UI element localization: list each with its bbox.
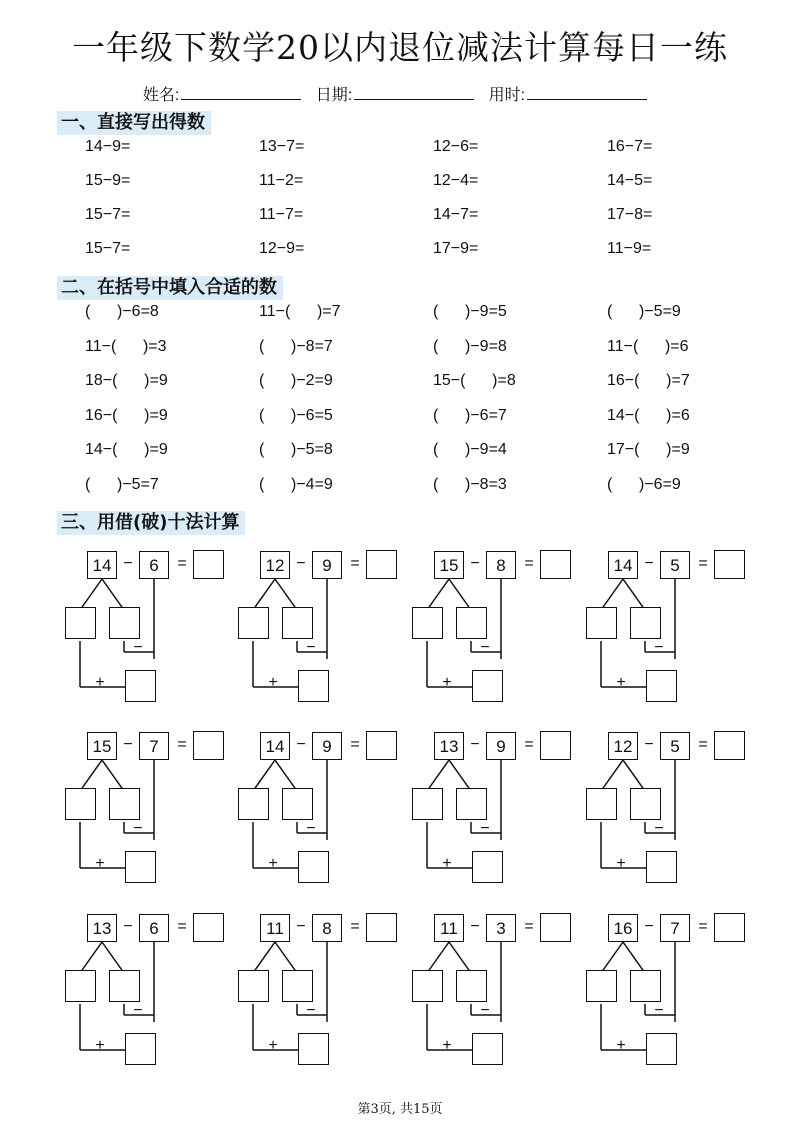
- borrow-ten-diagram: [260, 549, 420, 699]
- connector-line: [80, 760, 102, 791]
- minus-sign: −: [296, 918, 306, 935]
- minus-sign: −: [123, 736, 133, 753]
- section2-problem: ( )−4=9: [259, 475, 333, 493]
- section2-problem: 16−( )=7: [607, 372, 690, 389]
- minus-sign: −: [306, 1002, 316, 1019]
- minuend-box: 11: [260, 914, 290, 942]
- result-box[interactable]: [646, 670, 677, 702]
- minus-sign: −: [480, 639, 490, 656]
- answer-box[interactable]: [714, 550, 745, 579]
- plus-sign: +: [442, 674, 452, 691]
- split-box-left[interactable]: [238, 970, 269, 1002]
- section2-problem: 16−( )=9: [85, 406, 168, 424]
- split-box-right[interactable]: [282, 788, 313, 820]
- section2-problem: ( )−6=5: [259, 406, 333, 424]
- section2-problem: ( )−9=4: [433, 441, 507, 458]
- minus-sign: −: [306, 820, 316, 837]
- plus-sign: +: [95, 1037, 105, 1054]
- connector-line: [427, 579, 449, 610]
- split-box-left[interactable]: [412, 607, 443, 639]
- answer-box[interactable]: [366, 913, 397, 942]
- split-box-right[interactable]: [456, 970, 487, 1002]
- result-box[interactable]: [125, 670, 156, 702]
- equals-sign: =: [350, 918, 360, 935]
- split-box-left[interactable]: [586, 788, 617, 820]
- subtrahend-box: 8: [486, 551, 516, 579]
- connector-line: [275, 942, 297, 973]
- split-box-right[interactable]: [282, 970, 313, 1002]
- page-footer: 第3页, 共15页: [357, 1102, 443, 1117]
- section2-problem: 11−( )=7: [259, 303, 341, 320]
- borrow-ten-diagram: [434, 730, 594, 880]
- section2-problem: ( )−8=7: [259, 337, 333, 355]
- borrow-ten-diagram: [608, 730, 768, 880]
- split-box-left[interactable]: [65, 970, 96, 1002]
- minuend-box: 13: [434, 732, 464, 760]
- split-box-right[interactable]: [282, 607, 313, 639]
- connector-line: [601, 942, 623, 973]
- section2-problem: ( )−6=8: [85, 303, 159, 320]
- connector-line: [80, 942, 102, 973]
- minuend-box: 16: [608, 914, 638, 942]
- equals-sign: =: [350, 555, 360, 572]
- section2-heading: 二、在括号中填入合适的数: [57, 276, 283, 300]
- plus-sign: +: [442, 1037, 452, 1054]
- section2-problem: ( )−5=9: [607, 303, 681, 320]
- connector-line: [449, 579, 471, 610]
- section2-problem: 17−( )=9: [607, 441, 690, 458]
- minus-sign: −: [296, 736, 306, 753]
- subtrahend-box: 6: [139, 551, 169, 579]
- borrow-ten-diagram: [434, 912, 594, 1062]
- section1-problem: 14−9=: [85, 138, 131, 155]
- answer-box[interactable]: [366, 550, 397, 579]
- subtrahend-box: 9: [312, 732, 342, 760]
- time-blank[interactable]: [527, 85, 647, 100]
- minuend-box: 13: [87, 914, 117, 942]
- split-box-right[interactable]: [109, 970, 140, 1002]
- result-box[interactable]: [125, 851, 156, 883]
- subtrahend-box: 9: [312, 551, 342, 579]
- section2-problem: ( )−6=9: [607, 475, 681, 493]
- section2-problem: ( )−5=8: [259, 441, 333, 458]
- connector-line: [623, 760, 645, 791]
- minus-sign: −: [133, 820, 143, 837]
- section1-heading: 一、直接写出得数: [57, 111, 211, 135]
- connector-line: [253, 579, 275, 610]
- minus-sign: −: [296, 555, 306, 572]
- split-box-right[interactable]: [456, 607, 487, 639]
- section1-problem: 11−2=: [259, 172, 304, 189]
- borrow-ten-diagram: [608, 912, 768, 1062]
- equals-sign: =: [524, 736, 534, 753]
- section1-problem: 17−9=: [433, 240, 479, 257]
- answer-box[interactable]: [193, 913, 224, 942]
- minus-sign: −: [480, 1002, 490, 1019]
- equals-sign: =: [524, 918, 534, 935]
- split-box-left[interactable]: [586, 607, 617, 639]
- connector-line: [601, 579, 623, 610]
- date-label: 日期:: [315, 87, 353, 104]
- connector-line: [102, 942, 124, 973]
- split-box-left[interactable]: [65, 607, 96, 639]
- equals-sign: =: [177, 736, 187, 753]
- section2-problem: ( )−5=7: [85, 475, 159, 493]
- minus-sign: −: [470, 555, 480, 572]
- result-box[interactable]: [298, 670, 329, 702]
- connector-line: [102, 579, 124, 610]
- borrow-ten-diagram: [434, 549, 594, 699]
- section1-problem: 12−4=: [433, 172, 479, 189]
- connector-line: [275, 760, 297, 791]
- minus-sign: −: [470, 918, 480, 935]
- section1-problem: 16−7=: [607, 138, 653, 155]
- subtrahend-box: 7: [660, 914, 690, 942]
- section1-problem: 15−9=: [85, 172, 131, 189]
- subtrahend-box: 9: [486, 732, 516, 760]
- split-box-left[interactable]: [65, 788, 96, 820]
- answer-box[interactable]: [540, 731, 571, 760]
- section1-problem: 17−8=: [607, 206, 653, 223]
- equals-sign: =: [177, 555, 187, 572]
- minuend-box: 12: [608, 732, 638, 760]
- section1-problem: 12−6=: [433, 138, 479, 155]
- minuend-box: 15: [434, 551, 464, 579]
- connector-line: [449, 760, 471, 791]
- split-box-right[interactable]: [109, 788, 140, 820]
- minuend-box: 12: [260, 551, 290, 579]
- subtrahend-box: 5: [660, 551, 690, 579]
- connector-line: [623, 942, 645, 973]
- equals-sign: =: [177, 918, 187, 935]
- split-box-left[interactable]: [586, 970, 617, 1002]
- result-box[interactable]: [646, 1033, 677, 1065]
- plus-sign: +: [268, 855, 278, 872]
- name-label: 姓名:: [142, 87, 180, 104]
- subtrahend-box: 6: [139, 914, 169, 942]
- plus-sign: +: [616, 674, 626, 691]
- time-label: 用时:: [488, 87, 526, 104]
- section1-problem: 15−7=: [85, 240, 131, 257]
- minus-sign: −: [306, 639, 316, 656]
- plus-sign: +: [95, 674, 105, 691]
- section1-problem: 11−9=: [607, 240, 652, 257]
- minus-sign: −: [123, 555, 133, 572]
- minus-sign: −: [654, 639, 664, 656]
- section1-problem: 12−9=: [259, 240, 305, 257]
- borrow-ten-diagram: [608, 549, 768, 699]
- minuend-box: 14: [87, 551, 117, 579]
- connector-line: [601, 760, 623, 791]
- split-box-right[interactable]: [109, 607, 140, 639]
- split-box-left[interactable]: [412, 788, 443, 820]
- split-box-left[interactable]: [412, 970, 443, 1002]
- section2-problem: 18−( )=9: [85, 372, 168, 389]
- section2-problem: 11−( )=3: [85, 337, 167, 355]
- answer-box[interactable]: [714, 913, 745, 942]
- result-box[interactable]: [472, 851, 503, 883]
- plus-sign: +: [616, 1037, 626, 1054]
- minus-sign: −: [470, 736, 480, 753]
- equals-sign: =: [350, 736, 360, 753]
- plus-sign: +: [268, 674, 278, 691]
- borrow-ten-diagram: [260, 730, 420, 880]
- result-box[interactable]: [472, 1033, 503, 1065]
- section2-problem: ( )−2=9: [259, 372, 333, 389]
- minus-sign: −: [123, 918, 133, 935]
- split-box-left[interactable]: [238, 788, 269, 820]
- minuend-box: 11: [434, 914, 464, 942]
- minus-sign: −: [644, 918, 654, 935]
- answer-box[interactable]: [714, 731, 745, 760]
- subtrahend-box: 8: [312, 914, 342, 942]
- borrow-ten-diagram: [260, 912, 420, 1062]
- connector-line: [253, 760, 275, 791]
- result-box[interactable]: [298, 1033, 329, 1065]
- subtrahend-box: 5: [660, 732, 690, 760]
- connector-line: [623, 579, 645, 610]
- section1-problem: 15−7=: [85, 206, 131, 223]
- section2-problem: ( )−9=5: [433, 303, 507, 320]
- plus-sign: +: [268, 1037, 278, 1054]
- minuend-box: 14: [608, 551, 638, 579]
- borrow-ten-diagram: [87, 912, 247, 1062]
- borrow-ten-diagram: [87, 730, 247, 880]
- connector-line: [102, 760, 124, 791]
- section2-problem: ( )−6=7: [433, 406, 507, 424]
- section2-problem: 14−( )=6: [607, 406, 690, 424]
- section1-problem: 11−7=: [259, 206, 304, 223]
- worksheet-title: 一年级下数学20以内退位减法计算每日一练: [72, 28, 728, 67]
- section3-heading: 三、用借(破)十法计算: [57, 511, 245, 535]
- split-box-right[interactable]: [630, 607, 661, 639]
- section1-problem: 13−7=: [259, 138, 305, 155]
- connector-line: [427, 760, 449, 791]
- section2-problem: ( )−8=3: [433, 475, 507, 493]
- plus-sign: +: [616, 855, 626, 872]
- borrow-ten-diagram: [87, 549, 247, 699]
- split-box-left[interactable]: [238, 607, 269, 639]
- minus-sign: −: [644, 736, 654, 753]
- connector-line: [449, 942, 471, 973]
- section2-problem: 14−( )=9: [85, 441, 168, 458]
- student-info-line: [0, 82, 800, 105]
- split-box-right[interactable]: [630, 970, 661, 1002]
- subtrahend-box: 7: [139, 732, 169, 760]
- connector-line: [275, 579, 297, 610]
- answer-box[interactable]: [193, 550, 224, 579]
- minus-sign: −: [654, 820, 664, 837]
- split-box-right[interactable]: [456, 788, 487, 820]
- minuend-box: 14: [260, 732, 290, 760]
- equals-sign: =: [524, 555, 534, 572]
- plus-sign: +: [95, 855, 105, 872]
- minus-sign: −: [133, 1002, 143, 1019]
- result-box[interactable]: [646, 851, 677, 883]
- equals-sign: =: [698, 555, 708, 572]
- section1-problem: 14−7=: [433, 206, 479, 223]
- minus-sign: −: [133, 639, 143, 656]
- equals-sign: =: [698, 736, 708, 753]
- section1-problem: 14−5=: [607, 172, 653, 189]
- plus-sign: +: [442, 855, 452, 872]
- section2-problem: 11−( )=6: [607, 337, 689, 355]
- answer-box[interactable]: [193, 731, 224, 760]
- answer-box[interactable]: [540, 913, 571, 942]
- minus-sign: −: [480, 820, 490, 837]
- date-blank[interactable]: [354, 85, 474, 100]
- section2-problem: ( )−9=8: [433, 337, 507, 355]
- split-box-right[interactable]: [630, 788, 661, 820]
- connector-line: [427, 942, 449, 973]
- result-box[interactable]: [472, 670, 503, 702]
- minuend-box: 15: [87, 732, 117, 760]
- answer-box[interactable]: [540, 550, 571, 579]
- result-box[interactable]: [298, 851, 329, 883]
- subtrahend-box: 3: [486, 914, 516, 942]
- connector-line: [253, 942, 275, 973]
- equals-sign: =: [698, 918, 708, 935]
- result-box[interactable]: [125, 1033, 156, 1065]
- answer-box[interactable]: [366, 731, 397, 760]
- section2-problem: 15−( )=8: [433, 372, 516, 389]
- name-blank[interactable]: [181, 85, 301, 100]
- minus-sign: −: [654, 1002, 664, 1019]
- connector-line: [80, 579, 102, 610]
- minus-sign: −: [644, 555, 654, 572]
